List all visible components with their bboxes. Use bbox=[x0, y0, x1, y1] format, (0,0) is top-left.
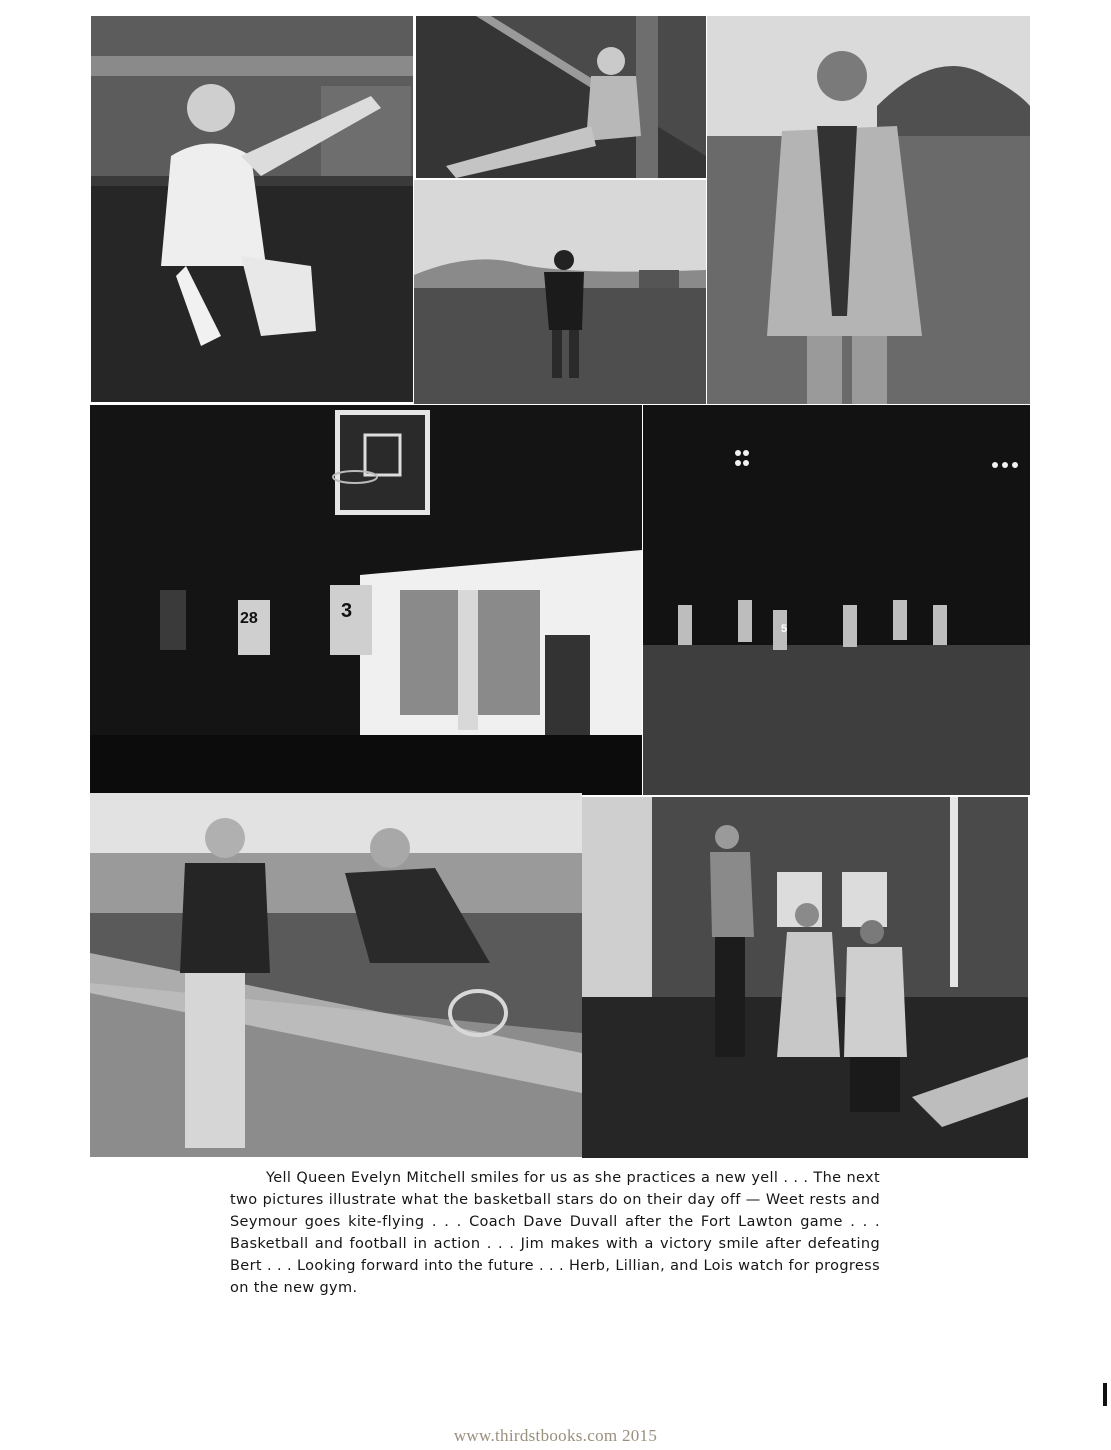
photo-yell-queen bbox=[91, 16, 413, 402]
photo-football-action bbox=[643, 405, 1030, 795]
photo-coach-duvall bbox=[707, 16, 1030, 404]
photo-new-gym bbox=[582, 797, 1028, 1158]
photo-seymour-kite-flying bbox=[414, 180, 706, 404]
field-player-number: 5 bbox=[781, 623, 788, 635]
photo-weet-resting bbox=[416, 16, 706, 178]
watermark-text: www.thirdstbooks.com 2015 bbox=[453, 1426, 658, 1445]
page-edge-mark bbox=[1103, 1383, 1107, 1406]
photo-tennis-handshake bbox=[90, 793, 582, 1157]
player-number-28: 28 bbox=[240, 610, 258, 627]
player-number-3: 3 bbox=[341, 600, 353, 622]
page-caption: Yell Queen Evelyn Mitchell smiles for us as she practices a new yell . . . The next two pictures illustrate what the basketball stars do on their day off — Weet rests and Seymour goes kite-flying . . . Coach Dave Duvall after the Fort Lawton game . . . Basketball and football in action . . . Jim makes with a victory smile after defeating Bert . . . Looking forward into the future . . . Herb, Lillian, and Lois watch for progress on the new gym. bbox=[230, 1170, 880, 1296]
photo-basketball-action bbox=[90, 405, 642, 795]
